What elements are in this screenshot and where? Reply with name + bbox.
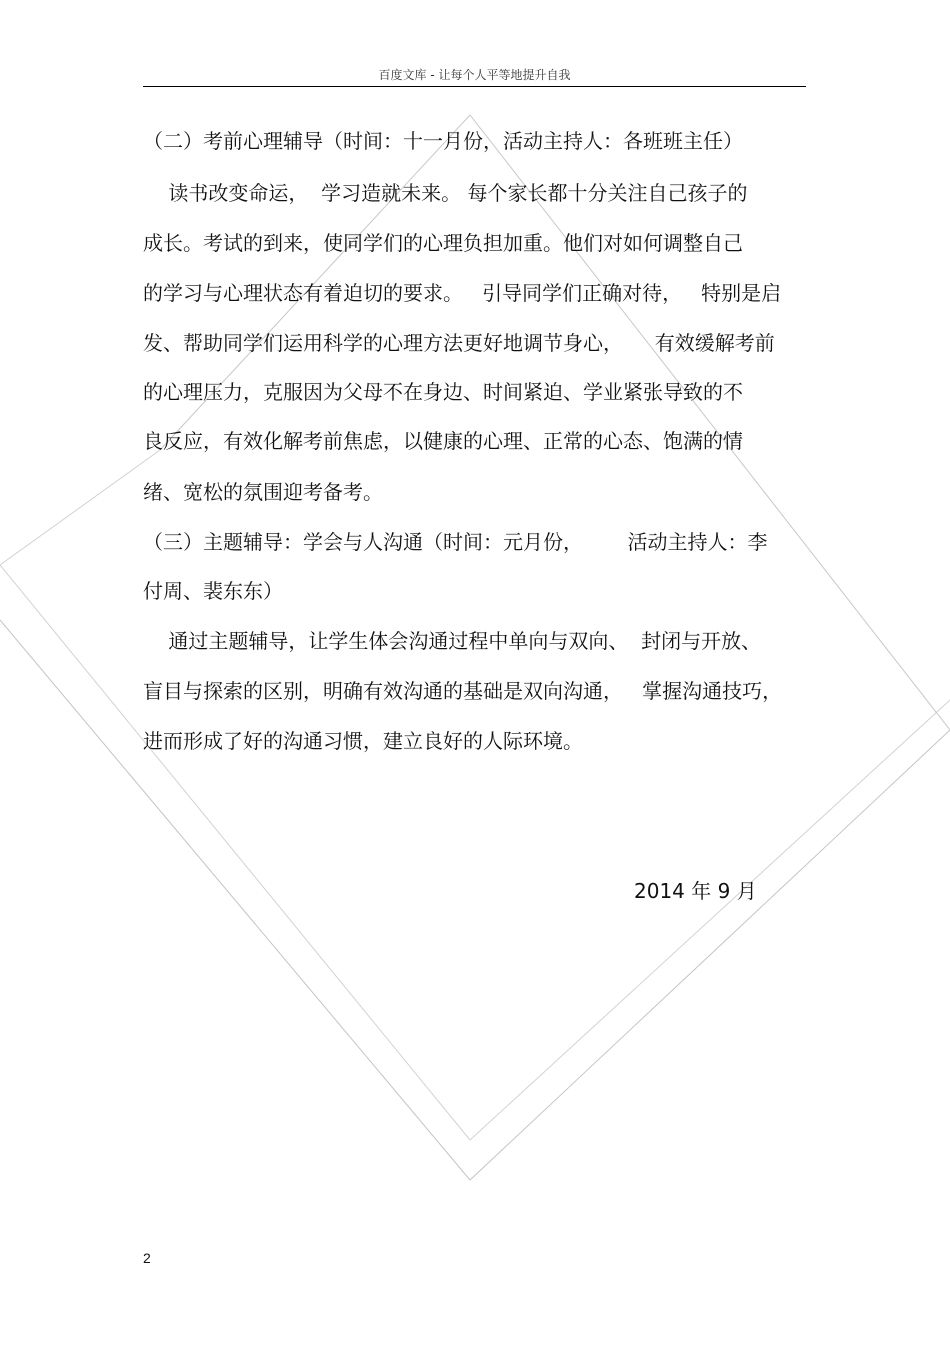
body-line: 进而形成了好的沟通习惯，建立良好的人际环境。 (143, 729, 583, 753)
body-line: 良反应，有效化解考前焦虑，以健康的心理、正常的心态、饱满的情 (143, 429, 743, 453)
body-line: （三）主题辅导：学会与人沟通（时间：元月份， 活动主持人：李 (143, 530, 768, 554)
body-line: 盲目与探索的区别，明确有效沟通的基础是双向沟通， 掌握沟通技巧， (143, 679, 783, 703)
body-line: 通过主题辅导，让学生体会沟通过程中单向与双向、 封闭与开放、 (143, 629, 762, 653)
page-number: 2 (143, 1250, 151, 1266)
body-line: （二）考前心理辅导（时间：十一月份，活动主持人：各班班主任） (143, 129, 743, 153)
body-line: 发、帮助同学们运用科学的心理方法更好地调节身心， 有效缓解考前 (143, 331, 775, 355)
body-line: 绪、宽松的氛围迎考备考。 (143, 480, 383, 504)
header-rule (143, 86, 806, 87)
page-header: 百度文库 - 让每个人平等地提升自我 (378, 68, 571, 82)
body-line: 的心理压力，克服因为父母不在身边、时间紧迫、学业紧张导致的不 (143, 380, 743, 404)
body-line: 成长。考试的到来，使同学们的心理负担加重。他们对如何调整自己 (143, 231, 743, 255)
body-line: 的学习与心理状态有着迫切的要求。 引导同学们正确对待， 特别是启 (143, 281, 782, 305)
body-line: 读书改变命运， 学习造就未来。 每个家长都十分关注自己孩子的 (143, 181, 748, 205)
document-date: 2014 年 9 月 (634, 879, 757, 903)
body-line: 付周、裴东东） (143, 579, 283, 603)
